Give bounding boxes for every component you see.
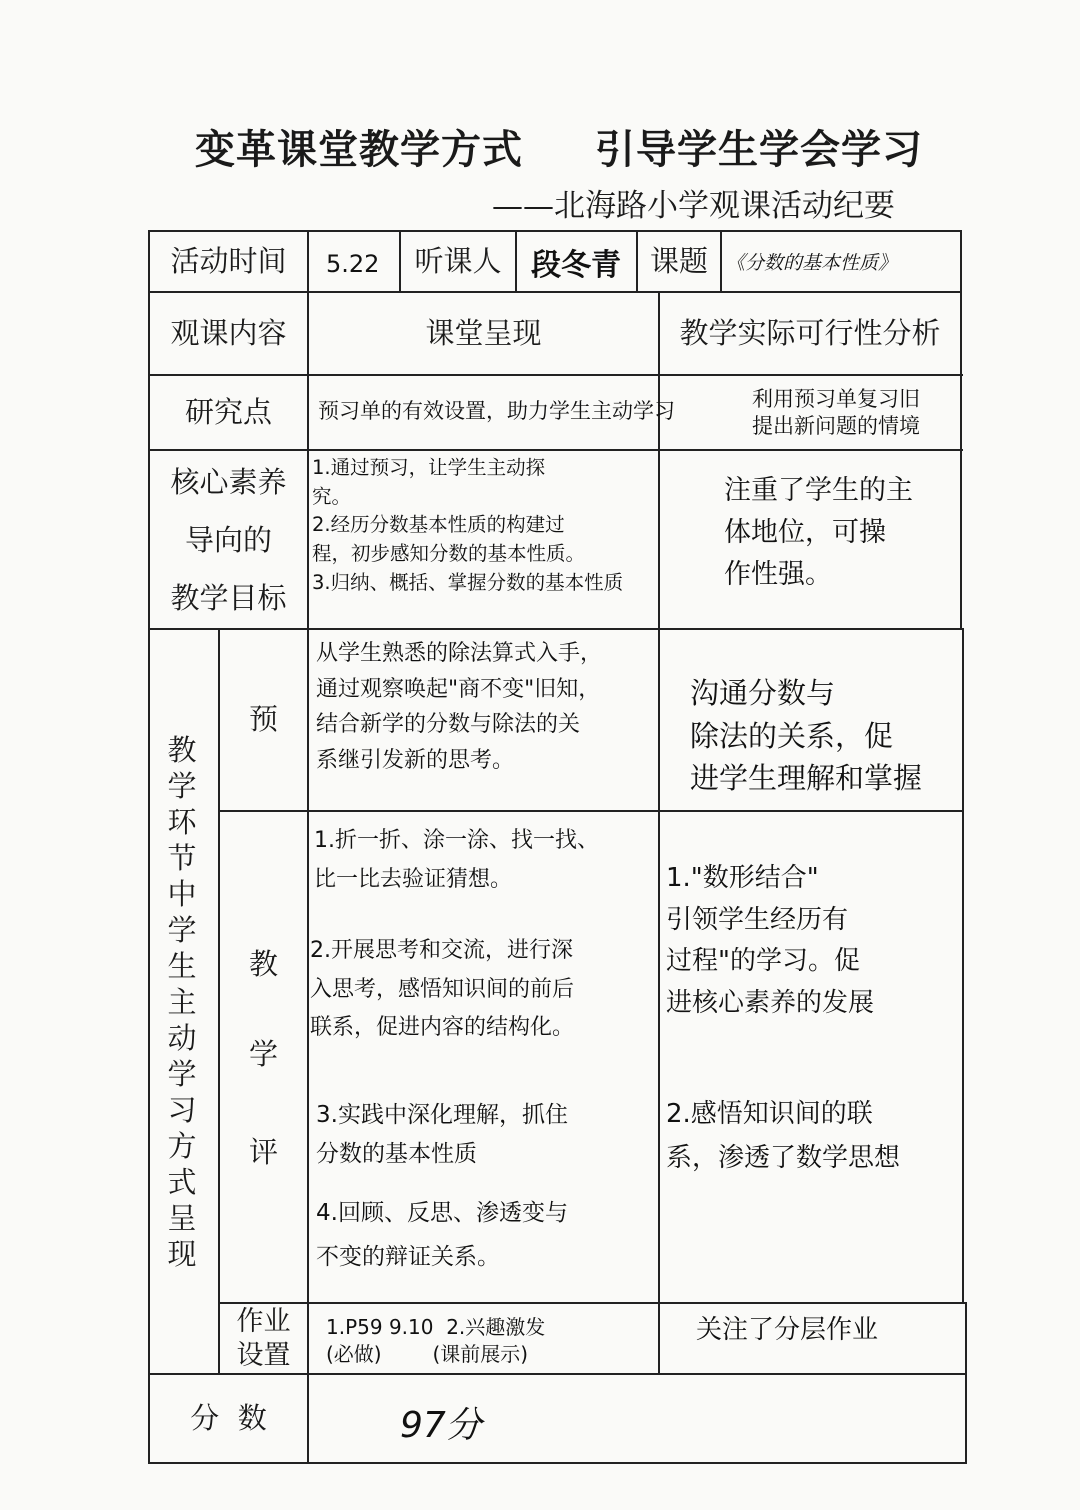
grid-line — [962, 628, 964, 1304]
teach-label-2: 学 — [248, 1037, 278, 1072]
grid-line — [720, 230, 722, 292]
topic-label: 课题 — [649, 243, 708, 278]
observer-value: 段冬青 — [531, 248, 621, 283]
presentation-column-label: 课堂呈现 — [425, 315, 542, 350]
page-title-left: 变革课堂教学方式 — [195, 126, 523, 173]
teach-presentation-2: 2.开展思考和交流，进行深 入思考，感悟知识间的前后 联系，促进内容的结构化。 — [310, 938, 575, 1040]
page-subtitle: ——北海路小学观课活动纪要 — [492, 188, 895, 224]
grid-line — [515, 230, 517, 292]
grid-line — [965, 1302, 967, 1464]
page-title-right: 引导学生学会学习 — [595, 126, 923, 173]
teach-label-3: 评 — [248, 1135, 278, 1170]
research-presentation: 预习单的有效设置，助力学生主动学习 — [318, 399, 675, 423]
teach-analysis-2: 2.感悟知识间的联 系，渗透了数学思想 — [666, 1099, 901, 1174]
grid-line — [218, 810, 963, 812]
teach-label-1: 教 — [248, 947, 278, 982]
time-value: 5.22 — [326, 250, 380, 278]
teach-presentation-1: 1.折一折、涂一涂、找一找、 比一比去验证猜想。 — [314, 828, 599, 892]
research-label: 研究点 — [184, 394, 272, 429]
preview-presentation: 从学生熟悉的除法算式入手， 通过观察唤起"商不变"旧知， 结合新学的分数与除法的关 系继引发新的思考。 — [316, 641, 603, 773]
analysis-column-label: 教学实际可行性分析 — [679, 315, 941, 350]
teach-analysis-1: 1."数形结合" 引领学生经历有 过程"的学习。促 进核心素养的发展 — [666, 863, 875, 1018]
grid-line — [148, 1462, 966, 1464]
preview-analysis: 沟通分数与 除法的关系，促 进学生理解和掌握 — [690, 676, 923, 796]
homework-label: 作业 设置 — [236, 1305, 291, 1371]
time-label: 活动时间 — [170, 243, 287, 278]
score-value: 97分 — [400, 1405, 482, 1446]
goals-label — [150, 451, 307, 628]
goals-label-line: 教学目标 — [170, 580, 287, 615]
teach-presentation-3: 3.实践中深化理解，抓住 分数的基本性质 — [316, 1102, 568, 1168]
teach-presentation-4: 4.回顾、反思、渗透变与 不变的辩证关系。 — [316, 1200, 568, 1270]
topic-value: 《分数的基本性质》 — [726, 252, 898, 274]
goals-label-line: 导向的 — [184, 522, 272, 557]
grid-line — [307, 230, 309, 1464]
grid-line — [658, 291, 660, 1374]
grid-line — [960, 230, 962, 630]
observer-label: 听课人 — [414, 243, 502, 278]
score-label: 分 数 — [190, 1400, 267, 1435]
goals-label-line: 核心素养 — [170, 464, 287, 499]
grid-line — [218, 1302, 966, 1304]
homework-analysis: 关注了分层作业 — [696, 1315, 879, 1345]
goals-analysis: 注重了学生的主 体地位，可操 作性强。 — [724, 475, 913, 590]
goals-presentation: 1.通过预习，让学生主动探 究。 2.经历分数基本性质的构建过 程，初步感知分数的基本性质。 3.归纳、概括、掌握分数的基本性质 — [312, 456, 624, 594]
section-label: 教学环节中学生主动学习方式呈现 — [167, 733, 197, 1271]
homework-presentation: 1.P59 9.10 2.兴趣激发 (必做) (课前展示) — [326, 1315, 546, 1366]
research-analysis: 利用预习单复习旧 提出新问题的情境 — [752, 387, 920, 439]
content-column-label: 观课内容 — [170, 315, 287, 350]
preview-label: 预 — [248, 702, 278, 737]
